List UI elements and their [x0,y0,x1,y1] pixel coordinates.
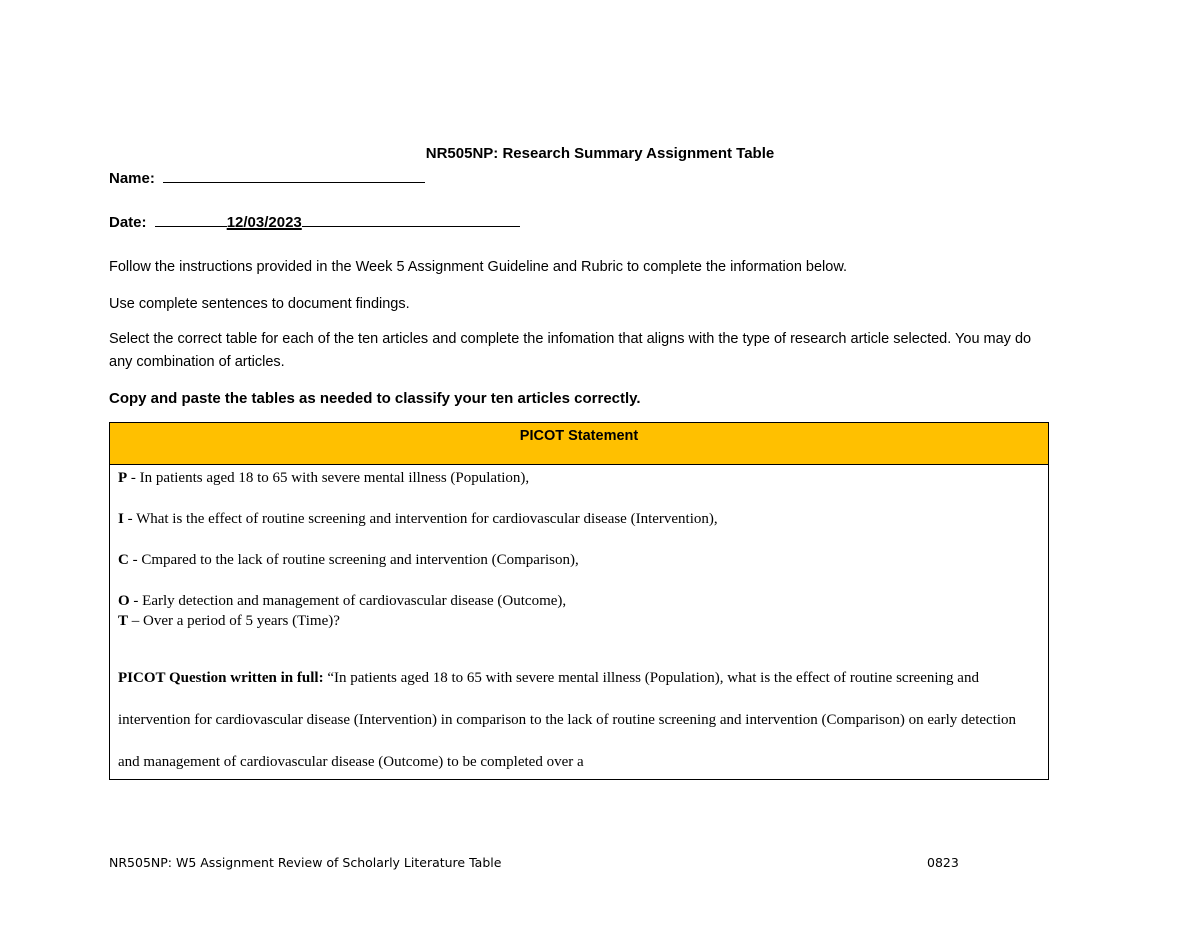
picot-table [109,422,1049,780]
date-blank-line-left [155,212,227,227]
picot-full-question-label: PICOT Question written in full: [118,670,324,686]
footer-code: 0823 [927,855,959,870]
date-label: Date: [109,214,147,231]
picot-full-question [118,657,1040,780]
picot-full-question-text: “In patients aged 18 to 65 with severe mental illness (Population), what is the effect of routine screening and intervention for cardiovascular disease (Intervention) in comparison to the lack of routine screening and intervention (Comparison) on early detection and management of cardiovascular disease (Outcome) to be completed over a [118,670,1017,770]
picot-letter: I [118,511,124,527]
instruction-paragraph-2: Use complete sentences to document findings. [109,296,410,312]
name-label: Name: [109,170,155,187]
picot-letter: C [118,552,129,568]
instruction-paragraph-4: Copy and paste the tables as needed to classify your ten articles correctly. [109,390,641,407]
picot-row-i: I - What is the effect of routine screening and intervention for cardiovascular disease (Intervention), [118,511,718,527]
picot-row-c: C - Cmpared to the lack of routine screening and intervention (Comparison), [118,552,579,568]
picot-table-header: PICOT Statement [110,423,1048,465]
picot-letter: O [118,593,130,609]
picot-letter: T [118,613,129,629]
date-value: 12/03/2023 [226,214,302,231]
date-blank-line-right [302,212,520,227]
picot-row-t: T – Over a period of 5 years (Time)? [118,613,340,629]
picot-row-o: O - Early detection and management of cardiovascular disease (Outcome), [118,593,567,609]
instruction-paragraph-1: Follow the instructions provided in the Week 5 Assignment Guideline and Rubric to complete the information below. [109,259,848,275]
instruction-paragraph-3: Select the correct table for each of the ten articles and complete the infomation that aligns with the type of research article selected. You may do any combination of articles. [109,331,1032,370]
footer-title: NR505NP: W5 Assignment Review of Scholarly Literature Table [109,855,502,870]
date-field[interactable] [109,212,520,231]
picot-table-body[interactable] [110,465,1048,780]
name-field[interactable] [109,168,425,187]
picot-letter: P [118,470,128,486]
picot-row-p: P - In patients aged 18 to 65 with severe mental illness (Population), [118,470,530,486]
page-title: NR505NP: Research Summary Assignment Table [425,145,775,162]
name-blank-line [163,168,425,183]
